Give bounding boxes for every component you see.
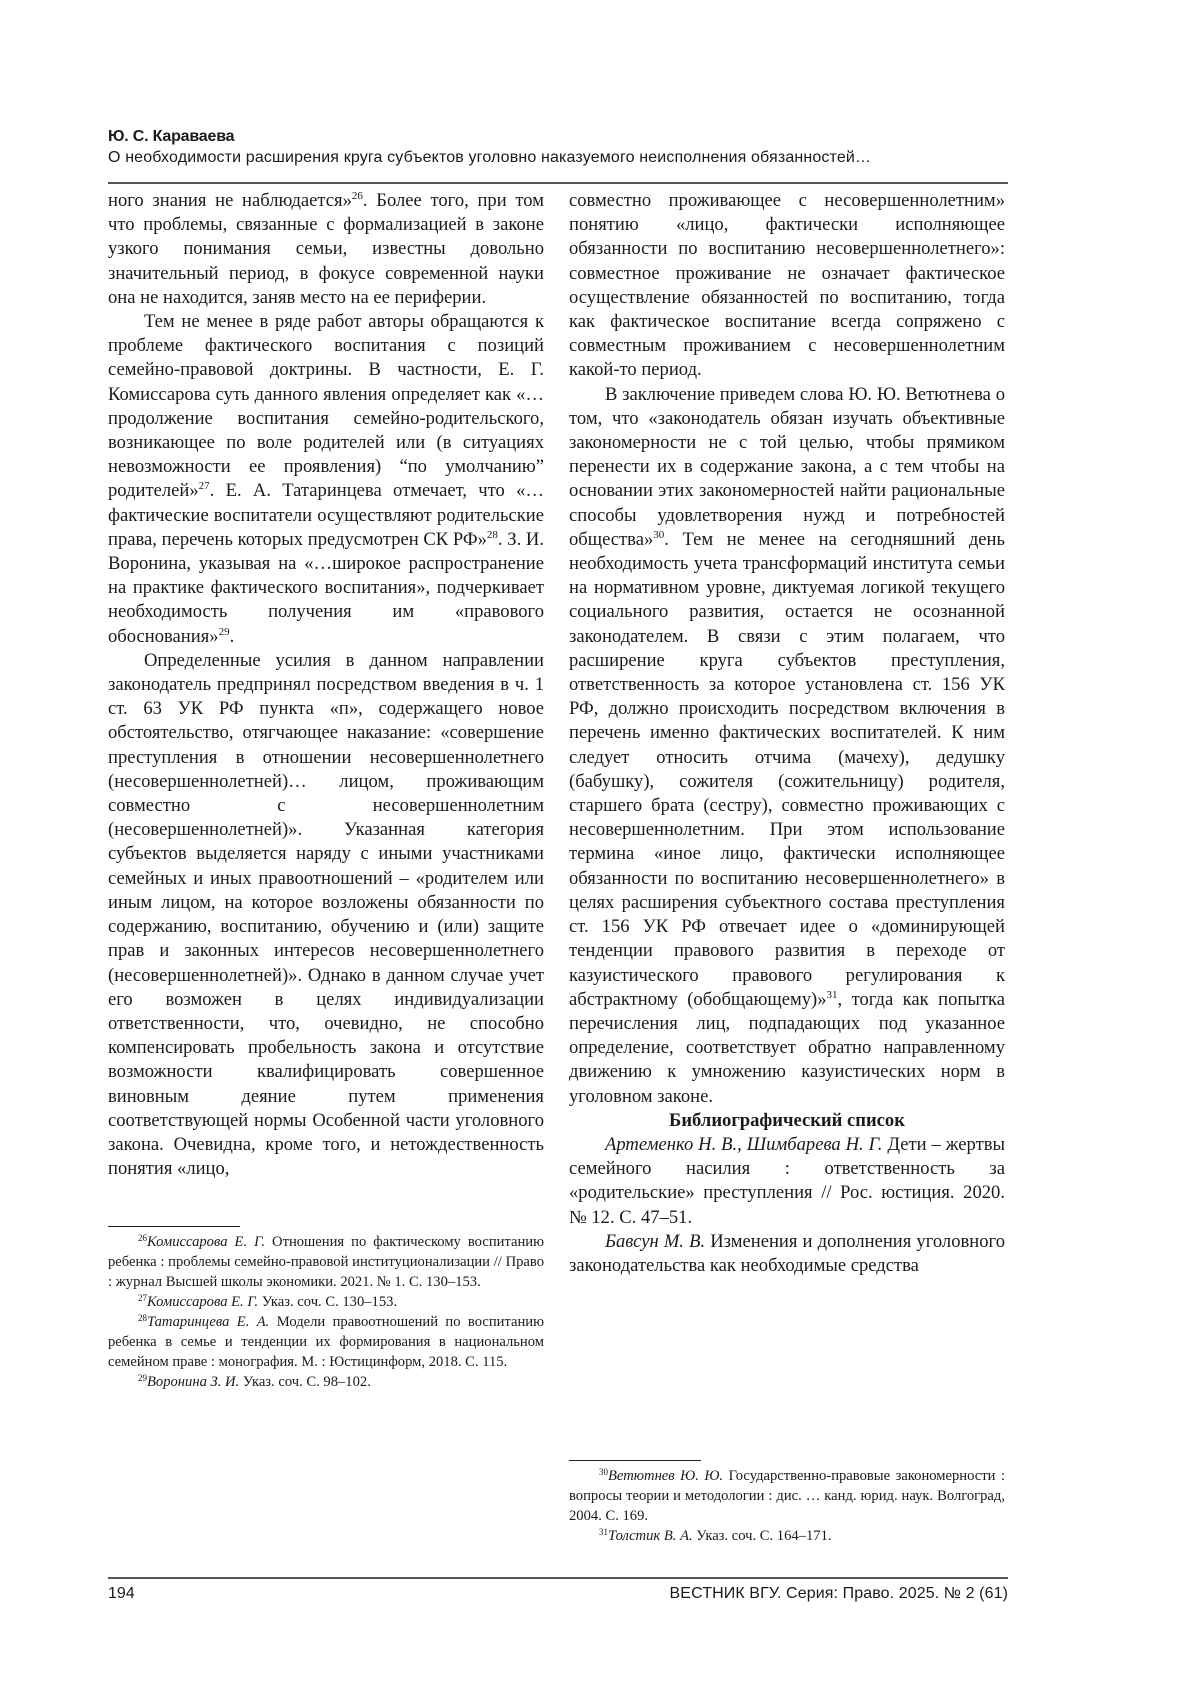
- footnote-ref[interactable]: 28: [486, 528, 498, 541]
- footnote-ref[interactable]: 31: [826, 988, 838, 1001]
- footnote-rule: [108, 1226, 240, 1227]
- paragraph: Тем не менее в ряде работ авторы обращаются к проблеме фактического воспитания с позиций семейно-правовой доктрины. В частности, Е. Г. Комиссарова суть данного явления определяет как «…продолжение воспитания семейно-родительского, возникающее по воле родителей или (в ситуациях невозможности ее проявления) “по умолчанию” родителей»$^{27}$. Е. А. Татаринцева отмечает, что «…фактические воспитатели осуществляют родительские права, перечень которых предусмотрен СК РФ»$^{28}$. З. И. Воронина, указывая на «…широкое распространение на практике фактического воспитания», подчеркивает необходимость получения им «правового обоснования»$^{29}$.: [108, 311, 544, 647]
- footnote-ref[interactable]: 26: [351, 190, 363, 202]
- bibliography-entry: Бавсун М. В. Изменения и дополнения уголовного законодательства как необходимые средства: [569, 1230, 1005, 1276]
- footnote: $^{27}$Комиссарова Е. Г. Указ. соч. С. 130–153.: [138, 1293, 398, 1310]
- footnote-ref[interactable]: 27: [198, 480, 210, 493]
- paragraph: ного знания не наблюдается»$^{26}$. Более того, при том что проблемы, связанные с формализацией в законе узкого понимания семьи, известны довольно значительный период, в фокусе современной науки она не находится, заняв место на ее периферии.: [108, 190, 544, 308]
- footnote: $^{29}$Воронина З. И. Указ. соч. С. 98–102.: [138, 1373, 371, 1390]
- left-footnotes: [108, 1232, 544, 1392]
- footnote: $^{30}$Ветютнев Ю. Ю. Государственно-правовые закономерности : вопросы теории и методологии : дис. … канд. юрид. наук. Волгоград, 2004. С. 169.: [569, 1467, 1006, 1524]
- footer-rule: [108, 1577, 1008, 1579]
- right-column: [569, 189, 1005, 1278]
- right-footnotes: [569, 1466, 1005, 1546]
- footnote-rule: [569, 1460, 701, 1461]
- left-column: [108, 189, 544, 1181]
- running-head-author: Ю. С. Караваева: [108, 128, 235, 145]
- page-number: 194: [108, 1585, 135, 1602]
- footnote-ref[interactable]: 30: [653, 528, 665, 541]
- journal-name: ВЕСТНИК ВГУ. Серия: Право. 2025. № 2 (61): [669, 1585, 1008, 1602]
- paragraph: В заключение приведем слова Ю. Ю. Ветютнева о том, что «законодатель обязан изучать объективные закономерности не с той целью, чтобы прямиком перенести их в содержание закона, а с тем чтобы на основании этих закономерностей найти рациональные способы удовлетворения нужд и потребностей общества»$^{30}$. Тем не менее на сегодняшний день необходимость учета трансформаций института семьи на нормативном уровне, диктуемая логикой текущего социального развития, остается не осознанной законодателем. В связи с этим полагаем, что расширение круга субъектов преступления, ответственность за которое установлена ст. 156 УК РФ, должно происходить посредством включения в перечень именно фактических воспитателей. К ним следует относить отчима (мачеху), дедушку (бабушку), сожителя (сожительницу) родителя, старшего брата (сестру), совместно проживающих с несовершеннолетним. При этом использование термина «иное лицо, фактически исполняющее обязанности по воспитанию несовершеннолетнего» в целях расширения субъектного состава преступления ст. 156 УК РФ отвечает идее о «доминирующей тенденции правового развития в переходе от казуистического правового регулирования к абстрактному (обобщающему)»$^{31}$, тогда как попытка перечисления лиц, подпадающих под указанное определение, соответствует обратно направленному движению к умножению казуистических норм в уголовном законе.: [569, 383, 1005, 1107]
- running-head-title: О необходимости расширения круга субъектов уголовно наказуемого неисполнения обязанностей…: [108, 149, 872, 166]
- paragraph: Определенные усилия в данном направлении законодатель предпринял посредством введения в ч. 1 ст. 63 УК РФ пункта «п», содержащего новое обстоятельство, отягчающее наказание: «совершение преступления в отношении несовершеннолетнего (несовершеннолетней)… лицом, проживающим совместно с несовершеннолетним (несовершеннолетней)». Указанная категория субъектов выделяется наряду с иными участниками семейных и иных правоотношений – «родителем или иным лицом, на которое возложены обязанности по содержанию, воспитанию, обучению и (или) защите прав и законных интересов несовершеннолетнего (несовершеннолетней)». Однако в данном случае учет его возможен в целях индивидуализации ответственности, что, очевидно, не способно компенсировать пробельность закона и отсутствие возможности квалифицировать совершенное виновным деяние путем применения соответствующей нормы Особенной части уголовного закона. Очевидна, кроме того, и нетождественность понятия «лицо,: [108, 649, 544, 1180]
- footnote: $^{28}$Татаринцева Е. А. Модели правоотношений по воспитанию ребенка в семье и тенденции их формирования в национальном семейном праве : монография. М. : Юстицинформ, 2018. С. 115.: [108, 1313, 545, 1370]
- paragraph: совместно проживающее с несовершеннолетним» понятию «лицо, фактически исполняющее обязанности по воспитанию несовершеннолетнего»: совместное проживание не означает фактическое осуществление обязанностей по воспитанию, тогда как фактическое воспитание всегда сопряжено с совместным проживанием с несовершеннолетним какой-то период.: [569, 190, 1005, 381]
- footnote-ref[interactable]: 29: [218, 625, 230, 638]
- running-head: [108, 127, 1008, 169]
- header-rule: [108, 182, 1008, 184]
- bibliography-heading: Библиографический список: [669, 1109, 905, 1131]
- bibliography-entry: Артеменко Н. В., Шимбарева Н. Г. Дети – жертвы семейного насилия : ответственность за «родительские» преступления // Рос. юстиция. 2020. № 12. С. 47–51.: [569, 1133, 1005, 1228]
- footnote: $^{31}$Толстик В. А. Указ. соч. С. 164–171.: [599, 1527, 832, 1544]
- footnote: $^{26}$Комиссарова Е. Г. Отношения по фактическому воспитанию ребенка : проблемы семейно-правовой институционализации // Право : журнал Высшей школы экономики. 2021. № 1. С. 130–153.: [108, 1233, 544, 1290]
